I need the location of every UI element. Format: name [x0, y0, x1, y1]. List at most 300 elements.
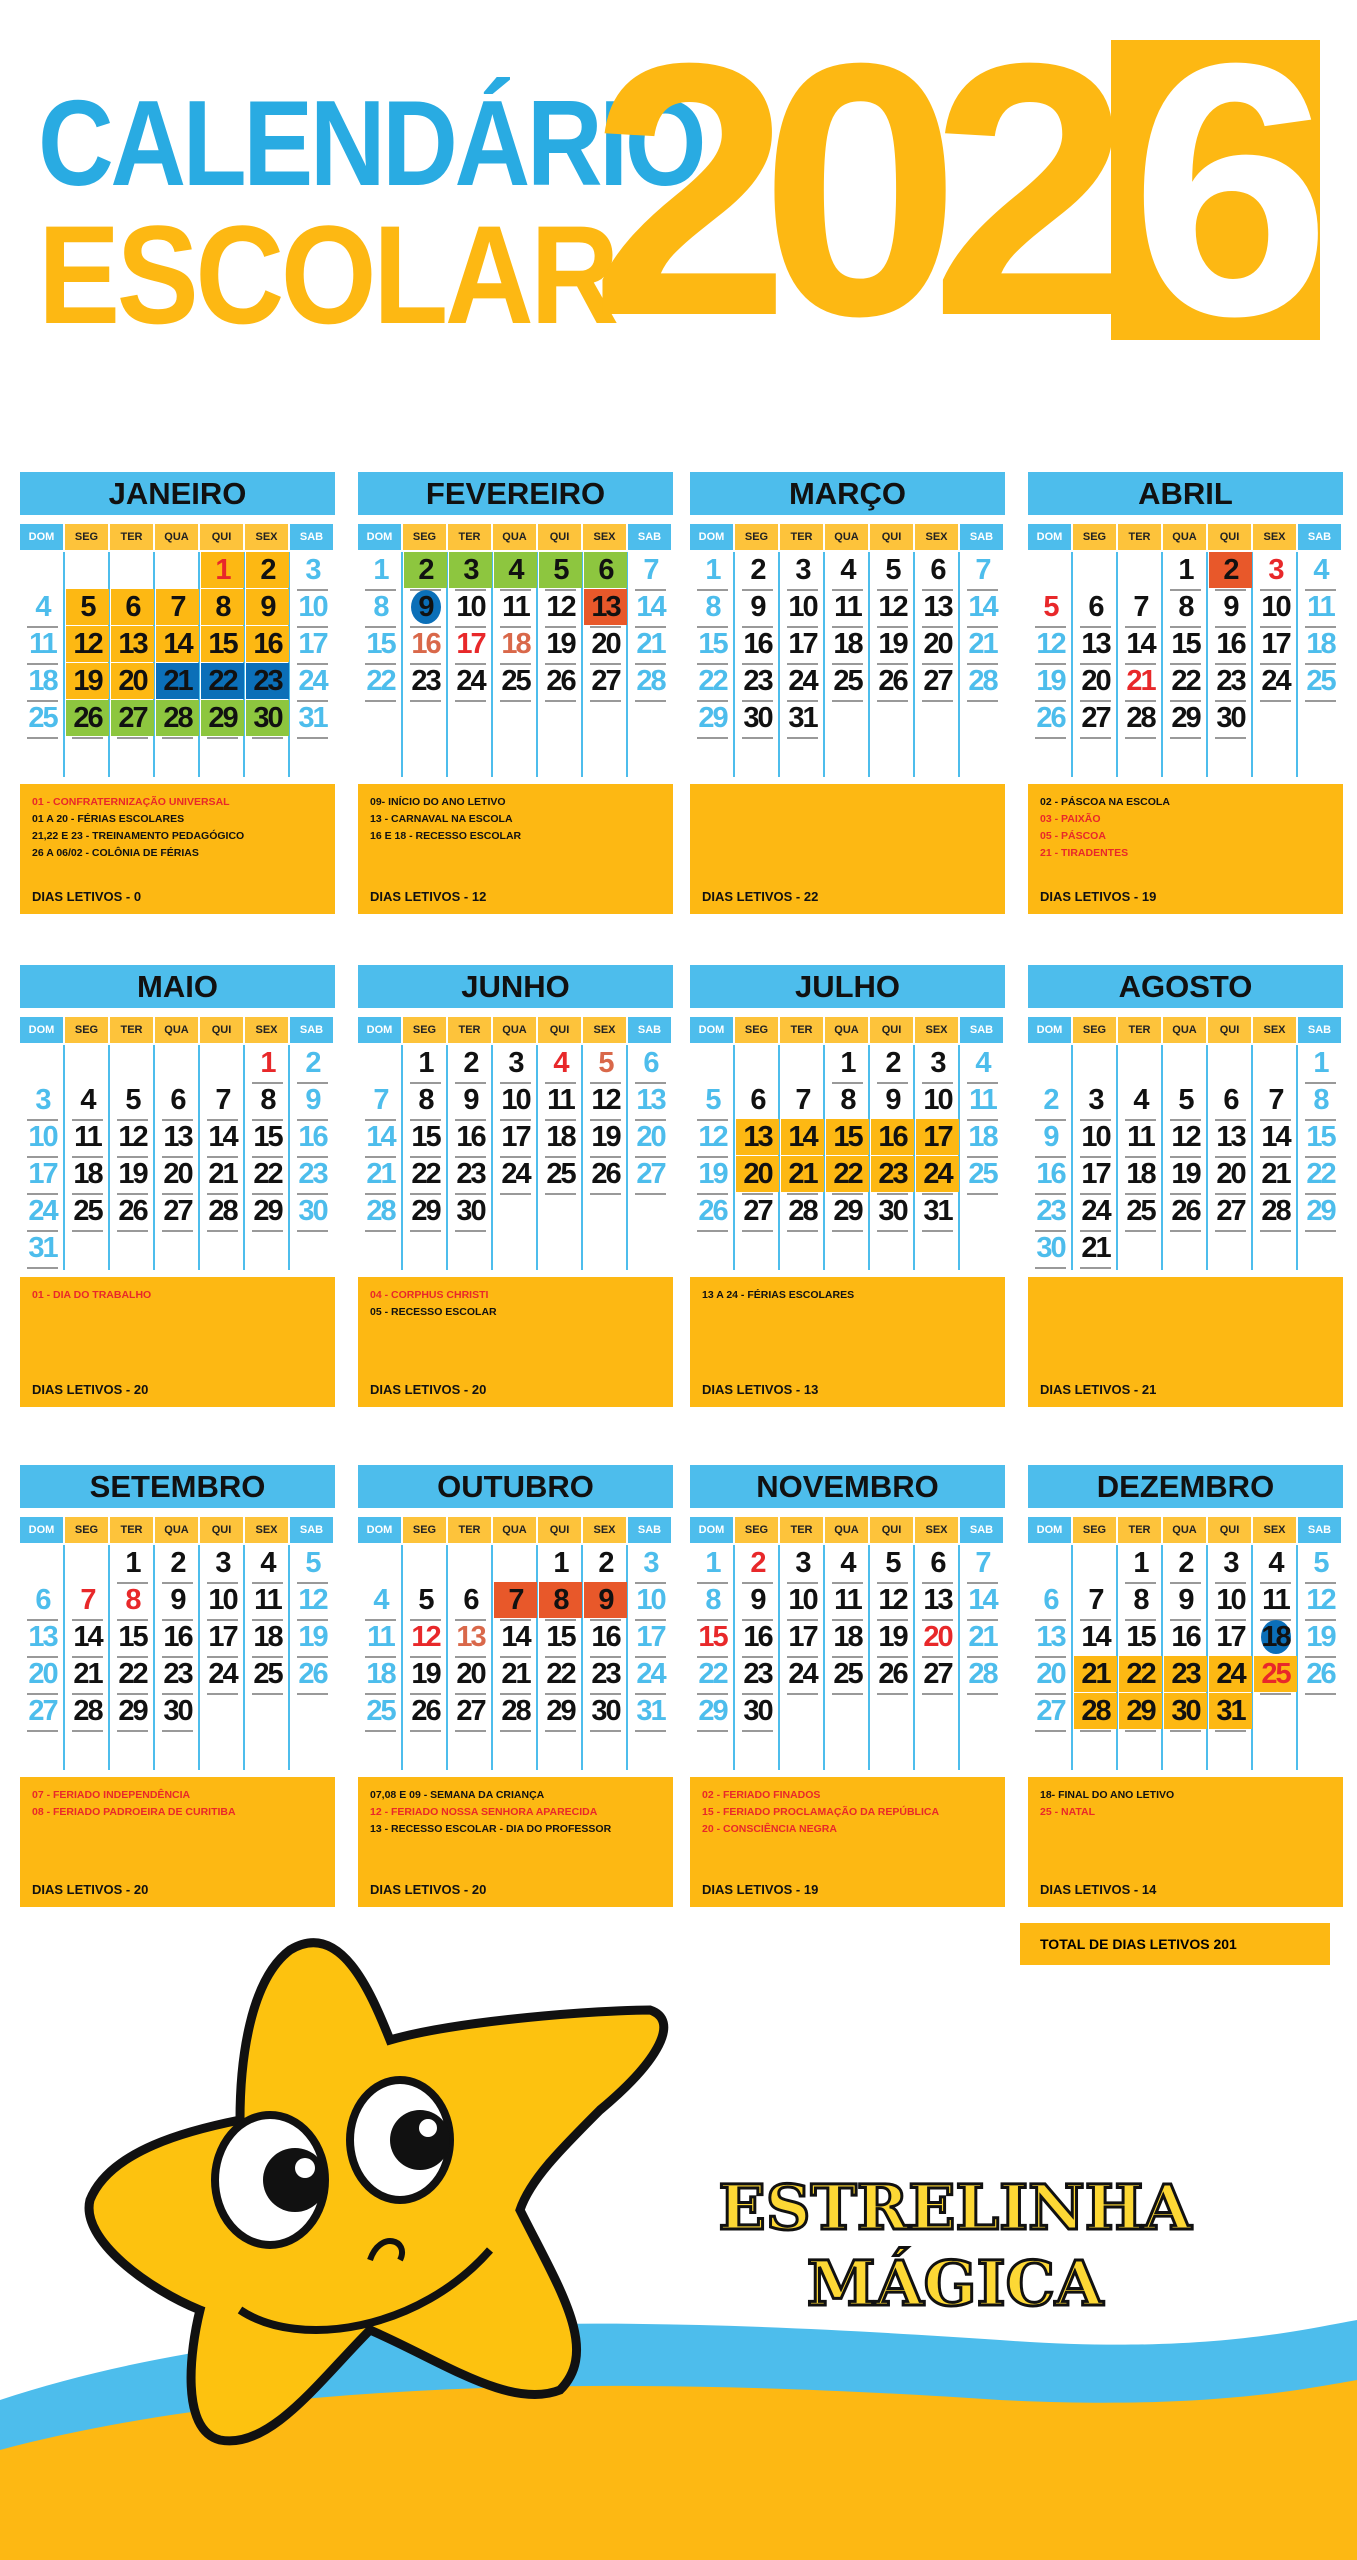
day-11[interactable]: 11	[359, 1619, 402, 1655]
day-30[interactable]: 30	[871, 1193, 914, 1229]
day-1[interactable]: 1	[201, 552, 244, 588]
day-8[interactable]: 8	[1164, 589, 1207, 625]
day-28[interactable]: 28	[629, 663, 672, 699]
day-6[interactable]: 6	[21, 1582, 64, 1618]
day-22[interactable]: 22	[1299, 1156, 1342, 1192]
day-31[interactable]: 31	[781, 700, 824, 736]
day-17[interactable]: 17	[1254, 626, 1297, 662]
day-15[interactable]: 15	[691, 1619, 734, 1655]
day-1[interactable]: 1	[691, 1545, 734, 1581]
day-28[interactable]: 28	[1074, 1693, 1117, 1729]
day-13[interactable]: 13	[1029, 1619, 1072, 1655]
day-18[interactable]: 18	[494, 626, 537, 662]
day-31[interactable]: 31	[916, 1193, 959, 1229]
day-16[interactable]: 16	[736, 1619, 779, 1655]
day-9[interactable]: 9	[1029, 1119, 1072, 1155]
day-24[interactable]: 24	[201, 1656, 244, 1692]
day-16[interactable]: 16	[871, 1119, 914, 1155]
day-15[interactable]: 15	[404, 1119, 447, 1155]
day-7[interactable]: 7	[156, 589, 199, 625]
day-29[interactable]: 29	[246, 1193, 289, 1229]
day-1[interactable]: 1	[246, 1045, 289, 1081]
day-9[interactable]: 9	[404, 589, 447, 625]
day-5[interactable]: 5	[871, 1545, 914, 1581]
day-3[interactable]: 3	[916, 1045, 959, 1081]
day-12[interactable]: 12	[1164, 1119, 1207, 1155]
day-21[interactable]: 21	[66, 1656, 109, 1692]
day-14[interactable]: 14	[1074, 1619, 1117, 1655]
day-11[interactable]: 11	[1299, 589, 1342, 625]
day-24[interactable]: 24	[781, 663, 824, 699]
day-5[interactable]: 5	[1029, 589, 1072, 625]
day-19[interactable]: 19	[111, 1156, 154, 1192]
day-6[interactable]: 6	[1074, 589, 1117, 625]
day-19[interactable]: 19	[871, 1619, 914, 1655]
day-14[interactable]: 14	[494, 1619, 537, 1655]
day-29[interactable]: 29	[201, 700, 244, 736]
day-24[interactable]: 24	[1254, 663, 1297, 699]
day-5[interactable]: 5	[539, 552, 582, 588]
day-6[interactable]: 6	[111, 589, 154, 625]
day-24[interactable]: 24	[1074, 1193, 1117, 1229]
day-15[interactable]: 15	[826, 1119, 869, 1155]
day-30[interactable]: 30	[1164, 1693, 1207, 1729]
day-16[interactable]: 16	[449, 1119, 492, 1155]
day-23[interactable]: 23	[1209, 663, 1252, 699]
day-10[interactable]: 10	[781, 1582, 824, 1618]
day-23[interactable]: 23	[871, 1156, 914, 1192]
day-12[interactable]: 12	[539, 589, 582, 625]
day-27[interactable]: 27	[1074, 700, 1117, 736]
day-4[interactable]: 4	[826, 552, 869, 588]
day-12[interactable]: 12	[404, 1619, 447, 1655]
day-22[interactable]: 22	[1164, 663, 1207, 699]
day-18[interactable]: 18	[1119, 1156, 1162, 1192]
day-8[interactable]: 8	[691, 1582, 734, 1618]
day-21[interactable]: 21	[494, 1656, 537, 1692]
day-2[interactable]: 2	[1029, 1082, 1072, 1118]
day-26[interactable]: 26	[1164, 1193, 1207, 1229]
day-18[interactable]: 18	[826, 626, 869, 662]
day-1[interactable]: 1	[1119, 1545, 1162, 1581]
day-9[interactable]: 9	[871, 1082, 914, 1118]
day-17[interactable]: 17	[449, 626, 492, 662]
day-19[interactable]: 19	[404, 1656, 447, 1692]
day-14[interactable]: 14	[1254, 1119, 1297, 1155]
day-25[interactable]: 25	[1119, 1193, 1162, 1229]
day-7[interactable]: 7	[494, 1582, 537, 1618]
day-18[interactable]: 18	[961, 1119, 1004, 1155]
day-22[interactable]: 22	[539, 1656, 582, 1692]
day-27[interactable]: 27	[584, 663, 627, 699]
day-20[interactable]: 20	[916, 1619, 959, 1655]
day-24[interactable]: 24	[449, 663, 492, 699]
day-4[interactable]: 4	[21, 589, 64, 625]
day-31[interactable]: 31	[1209, 1693, 1252, 1729]
day-25[interactable]: 25	[539, 1156, 582, 1192]
day-4[interactable]: 4	[826, 1545, 869, 1581]
day-3[interactable]: 3	[629, 1545, 672, 1581]
day-21[interactable]: 21	[781, 1156, 824, 1192]
day-25[interactable]: 25	[826, 1656, 869, 1692]
day-18[interactable]: 18	[246, 1619, 289, 1655]
day-2[interactable]: 2	[1209, 552, 1252, 588]
day-25[interactable]: 25	[1299, 663, 1342, 699]
day-2[interactable]: 2	[584, 1545, 627, 1581]
day-19[interactable]: 19	[1299, 1619, 1342, 1655]
day-17[interactable]: 17	[291, 626, 334, 662]
day-16[interactable]: 16	[1209, 626, 1252, 662]
day-27[interactable]: 27	[1029, 1693, 1072, 1729]
day-30[interactable]: 30	[246, 700, 289, 736]
day-15[interactable]: 15	[359, 626, 402, 662]
day-6[interactable]: 6	[156, 1082, 199, 1118]
day-22[interactable]: 22	[691, 1656, 734, 1692]
day-3[interactable]: 3	[494, 1045, 537, 1081]
day-10[interactable]: 10	[21, 1119, 64, 1155]
day-26[interactable]: 26	[584, 1156, 627, 1192]
day-4[interactable]: 4	[246, 1545, 289, 1581]
day-10[interactable]: 10	[449, 589, 492, 625]
day-27[interactable]: 27	[156, 1193, 199, 1229]
day-28[interactable]: 28	[156, 700, 199, 736]
day-2[interactable]: 2	[871, 1045, 914, 1081]
day-19[interactable]: 19	[584, 1119, 627, 1155]
day-1[interactable]: 1	[691, 552, 734, 588]
day-24[interactable]: 24	[781, 1656, 824, 1692]
day-13[interactable]: 13	[736, 1119, 779, 1155]
day-12[interactable]: 12	[1299, 1582, 1342, 1618]
day-5[interactable]: 5	[291, 1545, 334, 1581]
day-17[interactable]: 17	[21, 1156, 64, 1192]
day-30[interactable]: 30	[291, 1193, 334, 1229]
day-23[interactable]: 23	[1164, 1656, 1207, 1692]
day-9[interactable]: 9	[246, 589, 289, 625]
day-2[interactable]: 2	[156, 1545, 199, 1581]
day-14[interactable]: 14	[961, 589, 1004, 625]
day-16[interactable]: 16	[291, 1119, 334, 1155]
day-26[interactable]: 26	[691, 1193, 734, 1229]
day-29[interactable]: 29	[691, 1693, 734, 1729]
day-26[interactable]: 26	[404, 1693, 447, 1729]
day-3[interactable]: 3	[21, 1082, 64, 1118]
day-24[interactable]: 24	[291, 663, 334, 699]
day-20[interactable]: 20	[916, 626, 959, 662]
day-6[interactable]: 6	[736, 1082, 779, 1118]
day-5[interactable]: 5	[1299, 1545, 1342, 1581]
day-15[interactable]: 15	[539, 1619, 582, 1655]
day-29[interactable]: 29	[1299, 1193, 1342, 1229]
day-3[interactable]: 3	[1074, 1082, 1117, 1118]
day-22[interactable]: 22	[246, 1156, 289, 1192]
day-12[interactable]: 12	[111, 1119, 154, 1155]
day-15[interactable]: 15	[1164, 626, 1207, 662]
day-26[interactable]: 26	[871, 663, 914, 699]
day-17[interactable]: 17	[1074, 1156, 1117, 1192]
day-18[interactable]: 18	[21, 663, 64, 699]
day-8[interactable]: 8	[539, 1582, 582, 1618]
day-19[interactable]: 19	[1164, 1156, 1207, 1192]
day-4[interactable]: 4	[494, 552, 537, 588]
day-1[interactable]: 1	[1164, 552, 1207, 588]
day-14[interactable]: 14	[66, 1619, 109, 1655]
day-8[interactable]: 8	[201, 589, 244, 625]
day-5[interactable]: 5	[66, 589, 109, 625]
day-20[interactable]: 20	[584, 626, 627, 662]
day-23[interactable]: 23	[1029, 1193, 1072, 1229]
day-28[interactable]: 28	[1254, 1193, 1297, 1229]
day-20[interactable]: 20	[156, 1156, 199, 1192]
day-3[interactable]: 3	[291, 552, 334, 588]
day-20[interactable]: 20	[1209, 1156, 1252, 1192]
day-14[interactable]: 14	[156, 626, 199, 662]
day-12[interactable]: 12	[66, 626, 109, 662]
day-13[interactable]: 13	[449, 1619, 492, 1655]
day-9[interactable]: 9	[584, 1582, 627, 1618]
day-31[interactable]: 31	[291, 700, 334, 736]
day-21[interactable]: 21	[1074, 1656, 1117, 1692]
day-23[interactable]: 23	[156, 1656, 199, 1692]
day-25[interactable]: 25	[826, 663, 869, 699]
day-7[interactable]: 7	[629, 552, 672, 588]
day-17[interactable]: 17	[1209, 1619, 1252, 1655]
day-13[interactable]: 13	[156, 1119, 199, 1155]
day-24[interactable]: 24	[916, 1156, 959, 1192]
day-10[interactable]: 10	[1254, 589, 1297, 625]
day-19[interactable]: 19	[539, 626, 582, 662]
day-18[interactable]: 18	[539, 1119, 582, 1155]
day-16[interactable]: 16	[1029, 1156, 1072, 1192]
day-28[interactable]: 28	[961, 663, 1004, 699]
day-16[interactable]: 16	[1164, 1619, 1207, 1655]
day-28[interactable]: 28	[961, 1656, 1004, 1692]
day-2[interactable]: 2	[404, 552, 447, 588]
day-21[interactable]: 21	[359, 1156, 402, 1192]
day-23[interactable]: 23	[291, 1156, 334, 1192]
day-28[interactable]: 28	[359, 1193, 402, 1229]
day-14[interactable]: 14	[629, 589, 672, 625]
day-3[interactable]: 3	[201, 1545, 244, 1581]
day-21[interactable]: 21	[156, 663, 199, 699]
day-31[interactable]: 31	[21, 1230, 64, 1266]
day-23[interactable]: 23	[246, 663, 289, 699]
day-13[interactable]: 13	[1209, 1119, 1252, 1155]
day-20[interactable]: 20	[1029, 1656, 1072, 1692]
day-28[interactable]: 28	[781, 1193, 824, 1229]
day-22[interactable]: 22	[201, 663, 244, 699]
day-1[interactable]: 1	[111, 1545, 154, 1581]
day-1[interactable]: 1	[826, 1045, 869, 1081]
day-20[interactable]: 20	[21, 1656, 64, 1692]
day-27[interactable]: 27	[736, 1193, 779, 1229]
day-14[interactable]: 14	[201, 1119, 244, 1155]
day-23[interactable]: 23	[736, 663, 779, 699]
day-14[interactable]: 14	[781, 1119, 824, 1155]
day-25[interactable]: 25	[1254, 1656, 1297, 1692]
day-3[interactable]: 3	[449, 552, 492, 588]
day-14[interactable]: 14	[1119, 626, 1162, 662]
day-10[interactable]: 10	[916, 1082, 959, 1118]
day-24[interactable]: 24	[21, 1193, 64, 1229]
day-12[interactable]: 12	[691, 1119, 734, 1155]
day-27[interactable]: 27	[111, 700, 154, 736]
day-7[interactable]: 7	[201, 1082, 244, 1118]
day-10[interactable]: 10	[1074, 1119, 1117, 1155]
day-7[interactable]: 7	[781, 1082, 824, 1118]
day-16[interactable]: 16	[736, 626, 779, 662]
day-12[interactable]: 12	[291, 1582, 334, 1618]
day-19[interactable]: 19	[871, 626, 914, 662]
day-18[interactable]: 18	[826, 1619, 869, 1655]
day-4[interactable]: 4	[961, 1045, 1004, 1081]
day-10[interactable]: 10	[494, 1082, 537, 1118]
day-13[interactable]: 13	[916, 589, 959, 625]
day-18[interactable]: 18	[66, 1156, 109, 1192]
day-17[interactable]: 17	[781, 626, 824, 662]
day-7[interactable]: 7	[961, 1545, 1004, 1581]
day-25[interactable]: 25	[494, 663, 537, 699]
day-7[interactable]: 7	[1119, 589, 1162, 625]
day-1[interactable]: 1	[359, 552, 402, 588]
day-15[interactable]: 15	[201, 626, 244, 662]
day-17[interactable]: 17	[629, 1619, 672, 1655]
day-11[interactable]: 11	[826, 1582, 869, 1618]
day-15[interactable]: 15	[111, 1619, 154, 1655]
day-19[interactable]: 19	[66, 663, 109, 699]
day-29[interactable]: 29	[1119, 1693, 1162, 1729]
day-26[interactable]: 26	[1029, 700, 1072, 736]
day-2[interactable]: 2	[1164, 1545, 1207, 1581]
day-11[interactable]: 11	[66, 1119, 109, 1155]
day-26[interactable]: 26	[1299, 1656, 1342, 1692]
day-9[interactable]: 9	[736, 589, 779, 625]
day-9[interactable]: 9	[156, 1582, 199, 1618]
day-8[interactable]: 8	[826, 1082, 869, 1118]
day-8[interactable]: 8	[111, 1582, 154, 1618]
day-27[interactable]: 27	[629, 1156, 672, 1192]
day-21[interactable]: 21	[961, 626, 1004, 662]
day-26[interactable]: 26	[871, 1656, 914, 1692]
day-21[interactable]: 21	[201, 1156, 244, 1192]
day-13[interactable]: 13	[629, 1082, 672, 1118]
day-28[interactable]: 28	[494, 1693, 537, 1729]
day-8[interactable]: 8	[404, 1082, 447, 1118]
day-29[interactable]: 29	[1164, 700, 1207, 736]
day-27[interactable]: 27	[449, 1693, 492, 1729]
day-16[interactable]: 16	[156, 1619, 199, 1655]
day-7[interactable]: 7	[66, 1582, 109, 1618]
day-31[interactable]: 21	[1074, 1230, 1117, 1266]
day-8[interactable]: 8	[691, 589, 734, 625]
day-22[interactable]: 22	[826, 1156, 869, 1192]
day-11[interactable]: 11	[1254, 1582, 1297, 1618]
day-22[interactable]: 22	[1119, 1656, 1162, 1692]
day-25[interactable]: 25	[246, 1656, 289, 1692]
day-23[interactable]: 23	[449, 1156, 492, 1192]
day-30[interactable]: 30	[1029, 1230, 1072, 1266]
day-18[interactable]: 18	[359, 1656, 402, 1692]
day-5[interactable]: 5	[1164, 1082, 1207, 1118]
day-11[interactable]: 11	[1119, 1119, 1162, 1155]
day-19[interactable]: 19	[1029, 663, 1072, 699]
day-14[interactable]: 14	[961, 1582, 1004, 1618]
day-10[interactable]: 10	[781, 589, 824, 625]
day-25[interactable]: 25	[66, 1193, 109, 1229]
day-2[interactable]: 2	[736, 552, 779, 588]
day-29[interactable]: 29	[691, 700, 734, 736]
day-5[interactable]: 5	[584, 1045, 627, 1081]
day-11[interactable]: 11	[539, 1082, 582, 1118]
day-4[interactable]: 4	[1299, 552, 1342, 588]
day-6[interactable]: 6	[916, 1545, 959, 1581]
day-25[interactable]: 25	[359, 1693, 402, 1729]
day-1[interactable]: 1	[1299, 1045, 1342, 1081]
day-4[interactable]: 4	[539, 1045, 582, 1081]
day-30[interactable]: 30	[156, 1693, 199, 1729]
day-5[interactable]: 5	[871, 552, 914, 588]
day-6[interactable]: 6	[1209, 1082, 1252, 1118]
day-10[interactable]: 10	[201, 1582, 244, 1618]
day-8[interactable]: 8	[359, 589, 402, 625]
day-17[interactable]: 17	[781, 1619, 824, 1655]
day-20[interactable]: 20	[449, 1656, 492, 1692]
day-31[interactable]: 31	[629, 1693, 672, 1729]
day-25[interactable]: 25	[961, 1156, 1004, 1192]
day-26[interactable]: 26	[111, 1193, 154, 1229]
day-7[interactable]: 7	[359, 1082, 402, 1118]
day-13[interactable]: 13	[111, 626, 154, 662]
day-10[interactable]: 10	[291, 589, 334, 625]
day-11[interactable]: 11	[246, 1582, 289, 1618]
day-9[interactable]: 9	[736, 1582, 779, 1618]
day-28[interactable]: 28	[1119, 700, 1162, 736]
day-17[interactable]: 17	[201, 1619, 244, 1655]
day-22[interactable]: 22	[359, 663, 402, 699]
day-3[interactable]: 3	[1209, 1545, 1252, 1581]
day-13[interactable]: 13	[584, 589, 627, 625]
day-22[interactable]: 22	[691, 663, 734, 699]
day-19[interactable]: 19	[691, 1156, 734, 1192]
day-21[interactable]: 21	[961, 1619, 1004, 1655]
day-10[interactable]: 10	[1209, 1582, 1252, 1618]
day-2[interactable]: 2	[291, 1045, 334, 1081]
day-28[interactable]: 28	[201, 1193, 244, 1229]
day-8[interactable]: 8	[246, 1082, 289, 1118]
day-18[interactable]: 18	[1254, 1619, 1297, 1655]
day-18[interactable]: 18	[1299, 626, 1342, 662]
day-11[interactable]: 11	[961, 1082, 1004, 1118]
day-29[interactable]: 29	[404, 1193, 447, 1229]
day-9[interactable]: 9	[291, 1082, 334, 1118]
day-2[interactable]: 2	[246, 552, 289, 588]
day-23[interactable]: 23	[404, 663, 447, 699]
day-8[interactable]: 8	[1119, 1582, 1162, 1618]
day-3[interactable]: 3	[781, 1545, 824, 1581]
day-16[interactable]: 16	[246, 626, 289, 662]
day-9[interactable]: 9	[1209, 589, 1252, 625]
day-11[interactable]: 11	[826, 589, 869, 625]
day-3[interactable]: 3	[781, 552, 824, 588]
day-27[interactable]: 27	[21, 1693, 64, 1729]
day-20[interactable]: 20	[736, 1156, 779, 1192]
day-29[interactable]: 29	[111, 1693, 154, 1729]
day-14[interactable]: 14	[359, 1119, 402, 1155]
day-5[interactable]: 5	[111, 1082, 154, 1118]
day-12[interactable]: 12	[871, 589, 914, 625]
day-8[interactable]: 8	[1299, 1082, 1342, 1118]
day-12[interactable]: 12	[584, 1082, 627, 1118]
day-13[interactable]: 13	[916, 1582, 959, 1618]
